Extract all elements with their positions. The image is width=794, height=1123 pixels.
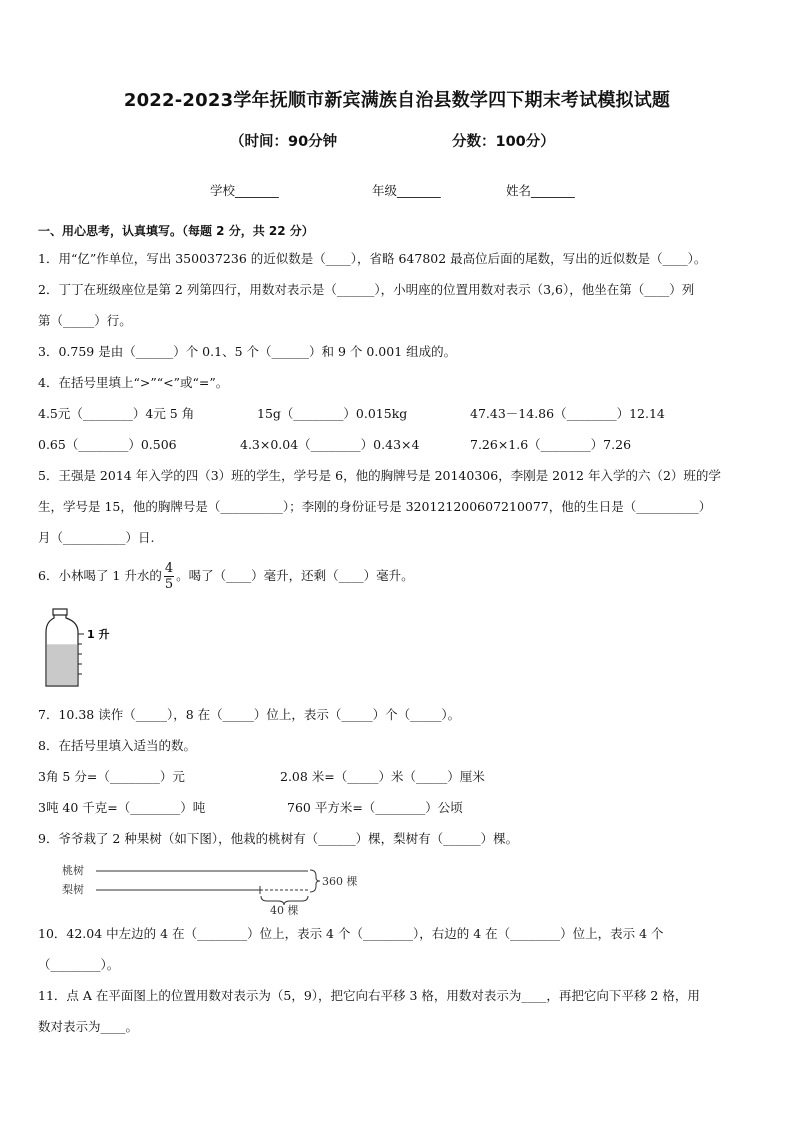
question-6-text-after: 。喝了（____）毫升，还剩（____）毫升。 xyxy=(176,568,414,583)
water-bottle-figure xyxy=(40,608,130,690)
compare-item: 47.43－14.86（________）12.14 xyxy=(470,406,665,421)
question-4-intro: 4．在括号里填上“>”“<”或“=”。 xyxy=(38,375,229,390)
question-10-line-1: 10．42.04 中左边的 4 在（________）位上，表示 4 个（________），右边的 4 在（________）位上，表示 4 个 xyxy=(38,926,664,941)
convert-item: 2.08 米=（_____）米（_____）厘米 xyxy=(280,769,485,784)
compare-item: 4.3×0.04（________）0.43×4 xyxy=(240,437,420,452)
convert-item: 760 平方米=（________）公顷 xyxy=(287,800,463,815)
question-5-line-1: 5．王强是 2014 年入学的四（3）班的学生，学号是 6，他的胸牌号是 20140306，李刚是 2012 年入学的六（2）班的学 xyxy=(38,468,721,483)
question-2-line-2: 第（_____）行。 xyxy=(38,313,132,328)
compare-item: 7.26×1.6（________）7.26 xyxy=(470,437,632,452)
peach-label: 桃树 xyxy=(62,864,84,877)
fraction-numerator: 4 xyxy=(164,561,174,576)
compare-item: 15g（________）0.015kg xyxy=(257,406,408,421)
fraction xyxy=(164,561,174,592)
compare-item: 0.65（________）0.506 xyxy=(38,437,177,452)
question-6-text-before: 6．小林喝了 1 升水的 xyxy=(38,568,162,583)
total-label: 360 棵 xyxy=(322,875,358,888)
name-field: 姓名_______ xyxy=(506,183,575,198)
water-level xyxy=(47,644,77,685)
fraction-denominator: 5 xyxy=(164,577,174,592)
question-6 xyxy=(38,560,414,592)
question-2-line-1: 2．丁丁在班级座位是第 2 列第四行，用数对表示是（______），小明座的位置用数对表示（3,6），他坐在第（____）列 xyxy=(38,282,695,297)
convert-item: 3角 5 分=（________）元 xyxy=(38,769,185,784)
question-3: 3．0.759 是由（______）个 0.1、5 个（______）和 9 个 0.001 组成的。 xyxy=(38,344,457,359)
question-8-intro: 8．在括号里填入适当的数。 xyxy=(38,738,196,753)
question-1: 1．用“亿”作单位，写出 350037236 的近似数是（____），省略 647802 最高位后面的尾数，写出的近似数是（____）。 xyxy=(38,251,707,266)
grade-field: 年级_______ xyxy=(372,183,441,198)
convert-item: 3吨 40 千克=（________）吨 xyxy=(38,800,206,815)
bottle-cap xyxy=(53,609,67,615)
exam-title: 2022-2023学年抚顺市新宾满族自治县数学四下期末考试模拟试题 xyxy=(123,90,671,111)
question-5-line-2: 生，学号是 15，他的胸牌号是（__________）；李刚的身份证号是 320121200607210077，他的生日是（__________） xyxy=(38,499,712,514)
question-11-line-1: 11．点 A 在平面图上的位置用数对表示为（5，9），把它向右平移 3 格，用数对表示为____，再把它向下平移 2 格，用 xyxy=(38,988,700,1003)
question-7: 7．10.38 读作（_____），8 在（_____）位上，表示（_____）个（_____）。 xyxy=(38,707,461,722)
total-score: 分数：100分） xyxy=(452,134,555,150)
question-9: 9．爷爷栽了 2 种果树（如下图），他栽的桃树有（______）棵，梨树有（______）棵。 xyxy=(38,831,519,846)
total-brace xyxy=(310,870,320,892)
question-5-line-3: 月（__________）日. xyxy=(38,530,155,545)
question-10-line-2: （________）。 xyxy=(38,957,120,972)
tree-line-diagram xyxy=(60,860,370,916)
section-heading: 一、用心思考，认真填写。（每题 2 分，共 22 分） xyxy=(38,224,314,238)
difference-label: 40 棵 xyxy=(270,904,299,916)
bottle-label: 1 升 xyxy=(87,628,110,641)
question-11-line-2: 数对表示为____。 xyxy=(38,1019,139,1034)
pear-label: 梨树 xyxy=(62,883,84,896)
time-limit: （时间：90分钟 xyxy=(230,134,338,150)
school-field: 学校_______ xyxy=(210,183,279,198)
compare-item: 4.5元（________）4元 5 角 xyxy=(38,406,195,421)
